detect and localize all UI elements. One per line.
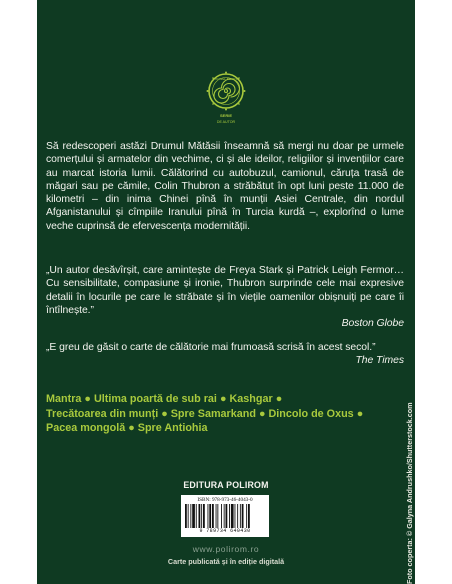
chapter-item: Trecătoarea din munți [46,407,159,420]
photo-credit: Foto coperta: © Galyna Andrushko/Shutterstock.com [405,402,414,584]
isbn-text: ISBN: 978-973-46-4043-0 [197,497,253,503]
spiral-emblem-icon [203,69,249,127]
review-quote-2 [46,341,404,368]
barcode-bar [217,504,218,528]
bullet-dot-icon: ● [356,407,364,420]
bullet-dot-icon: ● [275,393,283,405]
website: www.polirom.ro [192,544,260,554]
barcode-bar [216,504,217,528]
quote-text: „Un autor desăvîrșit, care amintește de Freya Stark și Patrick Leigh Fermor… Cu sensibilitate, compasiune și ironie, Thubron surprinde cele mai expresive detalii în locurile pe care le străbate și în viețile oamenilor obișnuiți pe care îi întîlnește.” [46,265,404,316]
barcode-bars-icon [185,504,265,528]
barcode-bar [203,504,205,528]
bullet-dot-icon: ● [258,407,269,420]
bullet-dot-icon: ● [161,407,171,420]
barcode-bar [248,504,250,528]
barcode-bar [192,504,195,528]
barcode-bar [201,504,202,528]
barcode-bar [235,504,236,528]
logo-bottom-text: DE AUTOR [216,120,236,124]
logo-top-text: TRAVEL BOOKS [214,77,238,81]
chapter-item: Pacea mongolă [46,422,126,435]
barcode-bar [246,504,247,528]
quote-source: The Times [355,355,404,367]
barcode-bar [237,504,238,528]
barcode-bar [185,504,187,528]
barcode-bar [231,504,234,528]
publisher-name: EDITURA POLIROM [183,480,269,490]
barcode-bar [226,504,228,528]
chapter-item: Spre Antiohia [137,422,208,435]
barcode-bar [209,504,211,528]
barcode [181,495,269,537]
bullet-dot-icon: ● [84,393,94,405]
quote-source: Boston Globe [341,318,404,330]
barcode-bar [190,504,191,528]
barcode-bar [208,504,209,528]
series-logo [203,69,249,127]
chapter-item: Ultima poartă de sub rai [93,393,217,405]
chapter-list [46,392,386,436]
bullet-dot-icon: ● [219,393,230,405]
chapter-item: Dincolo de Oxus [268,407,354,420]
barcode-bar [199,504,201,528]
book-description: Să redescoperi astăzi Drumul Mătăsii înseamnă să mergi nu doar pe urmele comerțului și armatelor din vechime, ci și ale ideilor, religiilor și invențiilor care au marcat istoria lumii. Călătorind cu autobuzul, camionul, căruța trasă de măgari sau pe cămile, Colin Thubron a străbătut în opt luni peste 11.000 de kilometri – din inima Chinei pînă în munții Asiei Centrale, din nordul Afganistanului și cîmpiile Iranului pînă în Turcia kurdă –, explorînd o lume veche cuprinsă de efervescența modernității. [46,141,404,232]
review-quote-1 [46,264,404,330]
chapter-item: Spre Samarkand [170,407,256,420]
barcode-bar [188,504,189,528]
chapter-item: Kashgar [229,393,273,405]
barcode-bar [221,504,222,528]
barcode-bar [196,504,197,528]
back-cover [37,0,415,584]
barcode-bar [212,504,214,528]
barcode-bar [229,504,230,528]
barcode-bar [224,504,225,528]
quote-text: „E greu de găsit o carte de călătorie mai frumoasă scrisă în acest secol.” [46,342,376,353]
chapter-item: Mantra [46,393,82,405]
barcode-number: 9 789734 640430 [199,528,251,534]
bullet-dot-icon: ● [128,422,138,435]
barcode-bar [242,504,244,528]
digital-edition-note: Carte publicată și în ediție digitală [167,557,285,566]
logo-middle-text: SERIE [219,113,233,118]
barcode-bar [240,504,241,528]
